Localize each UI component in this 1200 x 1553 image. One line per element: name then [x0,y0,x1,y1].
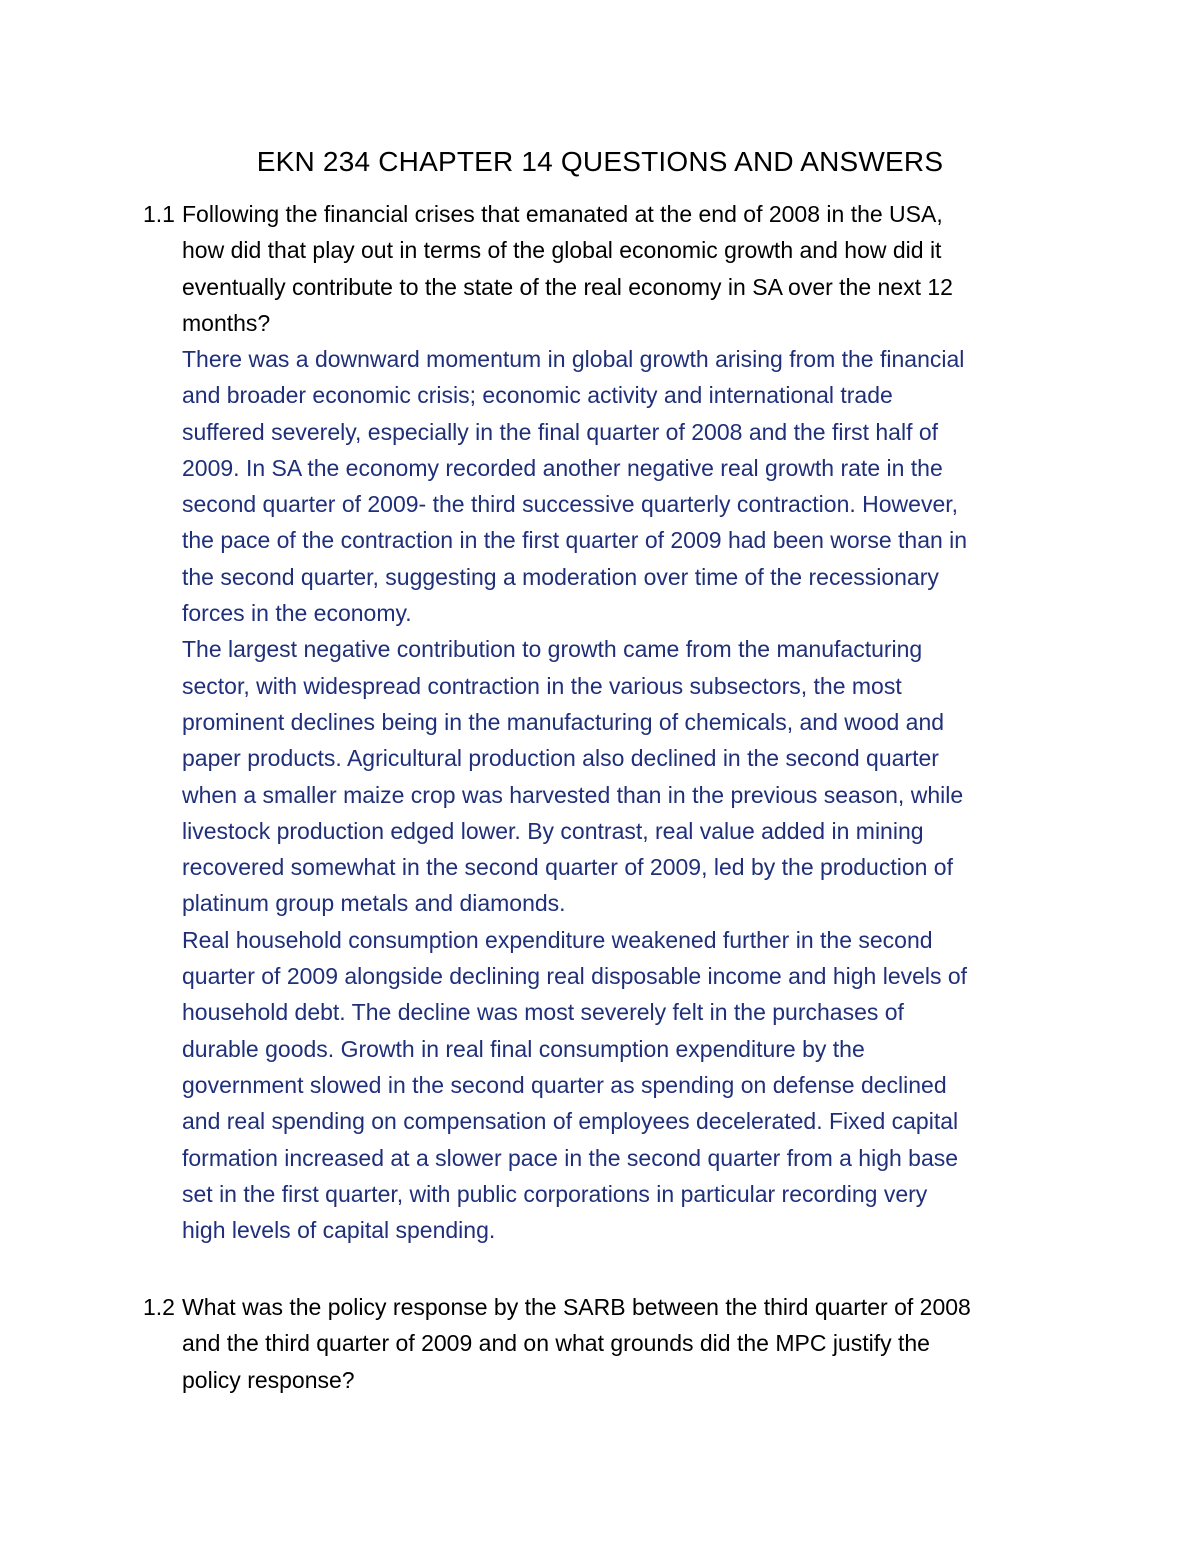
answer-line: suffered severely, especially in the final quarter of 2008 and the first half of [182,418,939,445]
answer-line: The largest negative contribution to growth came from the manufacturing [182,636,923,663]
document-title: EKN 234 CHAPTER 14 QUESTIONS AND ANSWERS [256,146,944,177]
answer-line: durable goods. Growth in real final consumption expenditure by the [182,1035,865,1062]
answer-line: household debt. The decline was most severely felt in the purchases of [182,999,904,1026]
answer-1-1-text [182,341,1062,1248]
answer-line: forces in the economy. [182,600,412,627]
answer-line: livestock production edged lower. By contrast, real value added in mining [182,817,924,844]
question-1-1-number: 1.1 [143,201,175,227]
question-1-2-text [182,1289,1062,1398]
question-line: and the third quarter of 2009 and on what grounds did the MPC justify the [182,1330,930,1357]
answer-line: and real spending on compensation of employees decelerated. Fixed capital [182,1108,959,1135]
answer-line: recovered somewhat in the second quarter of 2009, led by the production of [182,854,953,881]
question-line: What was the policy response by the SARB between the third quarter of 2008 [182,1294,971,1320]
answer-line: the pace of the contraction in the first quarter of 2009 had been worse than in [182,527,968,554]
answer-line: the second quarter, suggesting a moderation over time of the recessionary [182,563,939,590]
answer-line: second quarter of 2009- the third successive quarterly contraction. However, [182,491,959,518]
answer-line: There was a downward momentum in global growth arising from the financial [182,346,965,372]
question-line: how did that play out in terms of the global economic growth and how did it [182,237,942,264]
question-line: policy response? [182,1366,355,1393]
answer-line: set in the first quarter, with public corporations in particular recording very [182,1180,928,1207]
answer-line: quarter of 2009 alongside declining real disposable income and high levels of [182,963,968,990]
answer-line: when a smaller maize crop was harvested than in the previous season, while [182,781,964,808]
answer-line: Real household consumption expenditure weakened further in the second [182,926,933,953]
answer-line: and broader economic crisis; economic activity and international trade [182,382,893,409]
answer-line: platinum group metals and diamonds. [182,890,566,917]
answer-line: paper products. Agricultural production also declined in the second quarter [182,745,939,772]
answer-line: formation increased at a slower pace in the second quarter from a high base [182,1144,959,1171]
question-line: months? [182,309,271,336]
question-line: Following the financial crises that emanated at the end of 2008 in the USA, [182,201,943,227]
answer-line: high levels of capital spending. [182,1217,496,1244]
question-1-1-text [182,196,1062,341]
answer-line: government slowed in the second quarter as spending on defense declined [182,1071,947,1098]
answer-line: prominent declines being in the manufacturing of chemicals, and wood and [182,708,945,735]
question-line: eventually contribute to the state of the real economy in SA over the next 12 [182,273,953,300]
answer-line: sector, with widespread contraction in the various subsectors, the most [182,672,902,699]
question-1-2-number: 1.2 [143,1294,175,1320]
answer-line: 2009. In SA the economy recorded another negative real growth rate in the [182,454,943,481]
